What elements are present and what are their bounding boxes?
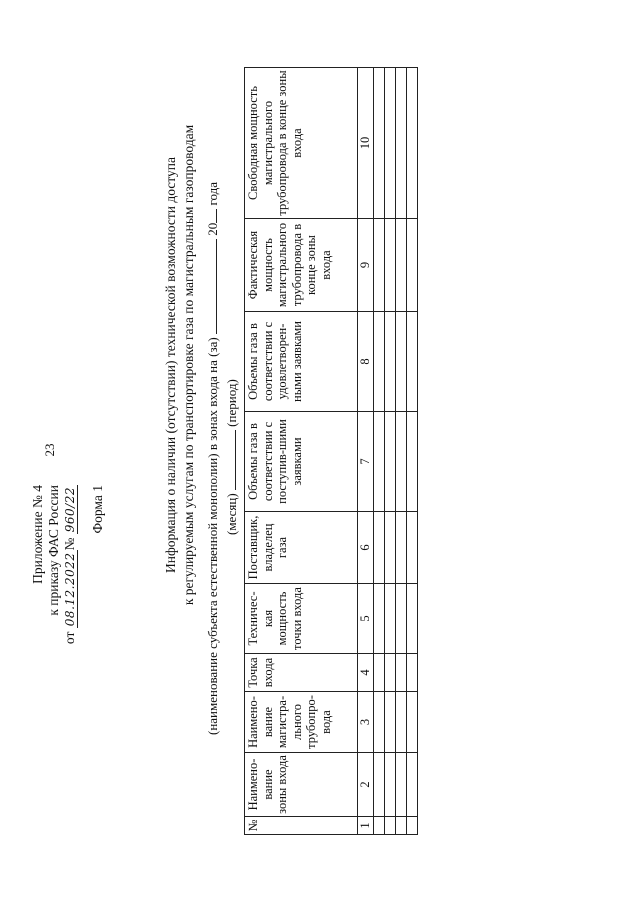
table-cell: [396, 817, 407, 835]
table-cell: [385, 412, 396, 512]
column-number: 1: [358, 817, 374, 835]
table-cell: [385, 512, 396, 584]
table-cell: [385, 692, 396, 753]
column-number: 10: [358, 68, 374, 219]
table-cell: [385, 654, 396, 692]
table-cell: [374, 219, 385, 312]
column-number: 7: [358, 412, 374, 512]
table-cell: [396, 692, 407, 753]
table-cell: [385, 753, 396, 817]
table-cell: [374, 68, 385, 219]
header-cell: Наимено-вание магистра-льного трубопро-вода: [245, 692, 358, 753]
header-cell: Техничес-кая мощность точки входа: [245, 584, 358, 654]
table-cell: [396, 312, 407, 412]
header-cell: Объемы газа в соответствии с удовлетворен-ными заявками: [245, 312, 358, 412]
document-title: [162, 55, 198, 675]
table-cell: [374, 512, 385, 584]
appendix-block: [30, 485, 78, 644]
column-number-row: [358, 68, 374, 835]
column-number: 6: [358, 512, 374, 584]
appendix-line-1: Приложение № 4: [30, 485, 45, 584]
table-cell: [407, 753, 418, 817]
table-cell: [407, 312, 418, 412]
table-cell: [407, 512, 418, 584]
table-cell: [385, 312, 396, 412]
form-label: Форма 1: [90, 485, 105, 534]
column-number: 5: [358, 584, 374, 654]
table-cell: [407, 219, 418, 312]
period-line: [224, 379, 240, 535]
column-number: 2: [358, 753, 374, 817]
table-row: [374, 68, 385, 835]
handwritten-order-number: 960/22: [63, 487, 77, 533]
table-cell: [407, 584, 418, 654]
header-cell: Объемы газа в соответствии с поступив-шими заявками: [245, 412, 358, 512]
table-cell: [374, 753, 385, 817]
subject-text: (наименование субъекта естественной монополии) в зонах входа на (за): [205, 337, 220, 735]
table-cell: [407, 654, 418, 692]
header-cell: Поставщик, владелец газа: [245, 512, 358, 584]
table-cell: [396, 219, 407, 312]
column-number: 4: [358, 654, 374, 692]
year-prefix: 20: [205, 222, 220, 236]
header-cell: Фактическая мощность магистрального трубопровода в конце зоны входа: [245, 219, 358, 312]
title-line-2: к регулируемым услугам по транспортировке газа по магистральным газопроводам: [181, 124, 196, 606]
table-cell: [374, 654, 385, 692]
handwritten-date: 08.12.2022: [63, 552, 77, 627]
table-row: [396, 68, 407, 835]
header-cell: Точка входа: [245, 654, 358, 692]
table-cell: [396, 654, 407, 692]
month-blank: [235, 430, 236, 490]
subject-line: [205, 182, 221, 735]
month-label: (месяц): [224, 493, 239, 535]
empty-rows: [374, 68, 418, 835]
table-cell: [374, 584, 385, 654]
table-row: [407, 68, 418, 835]
table-cell: [396, 512, 407, 584]
column-number: 9: [358, 219, 374, 312]
table-cell: [385, 584, 396, 654]
year-suffix: года: [205, 182, 220, 206]
header-row: [245, 68, 358, 835]
header-cell: Свободная мощность магистрального трубопровода в конце зоны входа: [245, 68, 358, 219]
page-number: 23: [42, 443, 57, 457]
table-cell: [407, 817, 418, 835]
table-cell: [407, 412, 418, 512]
table-cell: [374, 412, 385, 512]
column-number: 3: [358, 692, 374, 753]
table-cell: [396, 412, 407, 512]
year-blank: [216, 209, 217, 223]
number-sign: №: [62, 537, 77, 551]
table-cell: [374, 817, 385, 835]
period-label: (период): [224, 379, 239, 427]
header-cell: №: [245, 817, 358, 835]
table-cell: [407, 68, 418, 219]
table-cell: [396, 753, 407, 817]
table-cell: [374, 312, 385, 412]
appendix-line-2: к приказу ФАС России: [46, 485, 61, 616]
table-cell: [374, 692, 385, 753]
table-cell: [407, 692, 418, 753]
table-cell: [396, 584, 407, 654]
capacity-table: [244, 67, 418, 835]
column-number: 8: [358, 312, 374, 412]
table-cell: [385, 219, 396, 312]
header-cell: Наимено-вание зоны входа: [245, 753, 358, 817]
subject-blank: [216, 239, 217, 334]
appendix-date-prefix: от: [62, 631, 77, 645]
table-row: [385, 68, 396, 835]
table-cell: [385, 817, 396, 835]
table-cell: [396, 68, 407, 219]
table-cell: [385, 68, 396, 219]
appendix-line-3: [62, 485, 78, 644]
title-line-1: Информация о наличии (отсутствии) технической возможности доступа: [163, 157, 178, 574]
